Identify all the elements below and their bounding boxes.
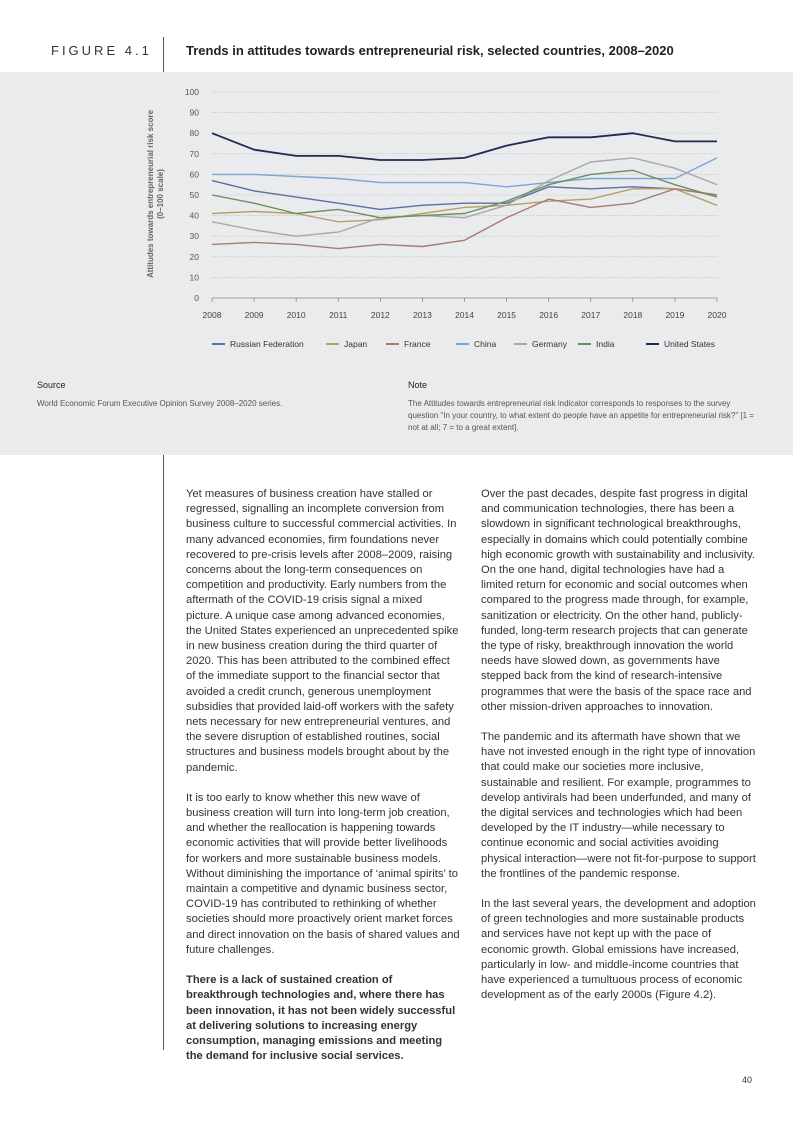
legend-label: Germany <box>532 339 567 349</box>
y-tick-label: 50 <box>189 190 199 200</box>
note-heading: Note <box>408 380 428 390</box>
y-tick-label: 60 <box>189 169 199 180</box>
legend-label: France <box>404 339 431 349</box>
y-tick-label: 70 <box>189 148 199 159</box>
x-tick-label: 2009 <box>244 310 264 320</box>
paragraph: In the last several years, the development and adoption of green technologies and more sustainable products and services have not kept up with the pace of economic growth. Global emissions have increased, particularly in low- and middle-income countries that have experienced a tumultuous process of economic development as of the early 2000s (Figure 4.2). <box>481 898 756 1002</box>
y-axis-title: Attitudes towards entrepreneurial risk score <box>146 109 155 279</box>
series-line-germany <box>212 158 717 236</box>
figure-divider <box>163 37 164 72</box>
legend-label: United States <box>664 339 716 349</box>
y-tick-label: 10 <box>189 272 199 283</box>
x-tick-label: 2016 <box>539 310 559 320</box>
y-tick-label: 40 <box>189 210 199 221</box>
body-column-left <box>186 487 461 1079</box>
y-tick-label: 20 <box>189 251 199 262</box>
paragraph: The pandemic and its aftermath have shown that we have not invested enough in the right type of innovation that could make our societies more inclusive, sustainable and resilient. For example, programmes to develop antivirals had been underfunded, and many of the digital services and technologies which had been developed by the IT industry—while necessary to continue economic and social activities avoiding physical interaction—were not fit-for-purpose to support the frontlines of the pandemic response. <box>481 731 756 880</box>
x-tick-label: 2018 <box>623 310 643 320</box>
x-tick-label: 2012 <box>370 310 390 320</box>
x-tick-label: 2015 <box>497 310 517 320</box>
series-line-france <box>212 189 717 249</box>
y-tick-label: 100 <box>184 87 199 97</box>
body-column-right <box>481 487 756 1019</box>
source-text: World Economic Forum Executive Opinion Survey 2008–2020 series. <box>37 399 283 408</box>
legend-label: Japan <box>344 339 368 349</box>
source-heading: Source <box>37 380 66 390</box>
x-tick-label: 2019 <box>665 310 685 320</box>
pull-quote: There is a lack of sustained creation of breakthrough technologies and, where there has been innovation, it has not been widely successful at delivering solutions to increasing energy consumption, managing emissions and meeting the demand for inclusive social services. <box>186 974 456 1063</box>
note-text: The Attitudes towards entrepreneurial risk indicator corresponds to responses to the survey question "In your country, to what extent do people have an appetite for entrepreneurial risk?" [1 = not at all; 7 = to a great extent]. <box>408 399 754 432</box>
y-tick-label: 90 <box>189 107 199 118</box>
x-tick-label: 2020 <box>707 310 727 320</box>
figure-title: Trends in attitudes towards entrepreneurial risk, selected countries, 2008–2020 <box>186 43 674 58</box>
paragraph: Over the past decades, despite fast progress in digital and communication technologies, there has been a slowdown in significant technological breakthroughs, especially in domains which could potentially combine high economic growth with sustainability and inclusivity. On the one hand, digital technologies have had a limited return for economic and social outcomes when compared to the progress made through, for example, sanitization or electricity. On the other hand, publicly-funded, long-term research projects that can generate the type of risky, breakthrough innovation the world needs have slowed down, as governments have stepped back from the kind of research-intensive programmes that were the basis of the space race and other mission-driven approaches to innovation. <box>481 488 756 713</box>
x-tick-label: 2011 <box>329 310 348 320</box>
series-line-japan <box>212 189 717 222</box>
x-tick-label: 2013 <box>412 310 432 320</box>
page-number: 40 <box>742 1075 753 1085</box>
y-tick-label: 0 <box>194 293 199 303</box>
legend-label: India <box>596 339 615 349</box>
y-axis-subtitle: (0–100 scale) <box>156 169 165 219</box>
body-divider <box>163 455 164 1050</box>
series-line-china <box>212 158 717 187</box>
series-line-india <box>212 170 717 217</box>
y-tick-label: 80 <box>189 128 199 139</box>
series-line-united-states <box>212 133 717 160</box>
x-tick-label: 2017 <box>581 310 601 320</box>
line-chart <box>0 72 793 372</box>
figure-label: FIGURE 4.1 <box>51 43 152 58</box>
paragraph: Yet measures of business creation have stalled or regressed, signalling an incomplete conversion from business culture to successful commercial activities. In many advanced economies, firm foundations never recovered to pre-crisis levels after 2008–2009, raising concerns about the long-term consequences on competition and productivity. Early numbers from the aftermath of the COVID-19 crisis signal a mixed picture. A unique case among advanced economies, the United States experienced an unprecedented spike in new business creation during the third quarter of 2020. This has been attributed to the combined effect of the immediate support to the financial sector that avoided a credit crunch, generous unemployment subsidies that provided laid-off workers with the safety nets necessary for new entrepreneurial ventures, and the severe disruption of established routines, social structures and business models brought about by the pandemic. <box>186 488 459 774</box>
x-tick-label: 2010 <box>286 310 306 320</box>
x-tick-label: 2014 <box>455 310 474 320</box>
legend-label: Russian Federation <box>230 339 304 349</box>
y-tick-label: 30 <box>189 231 199 242</box>
x-tick-label: 2008 <box>202 310 222 320</box>
paragraph: It is too early to know whether this new wave of business creation will turn into long-term job creation, and whether the reallocation is happening towards economic activities that will provide better livelihoods for workers and more sustainable business models. Without diminishing the importance of ‘animal spirits’ to maintain a competitive and dynamic business sector, COVID-19 has contributed to rethinking of whether societies should more proactively orient market forces and direct innovation on the basis of shared values and future challenges. <box>186 791 460 956</box>
legend-label: China <box>474 339 497 349</box>
